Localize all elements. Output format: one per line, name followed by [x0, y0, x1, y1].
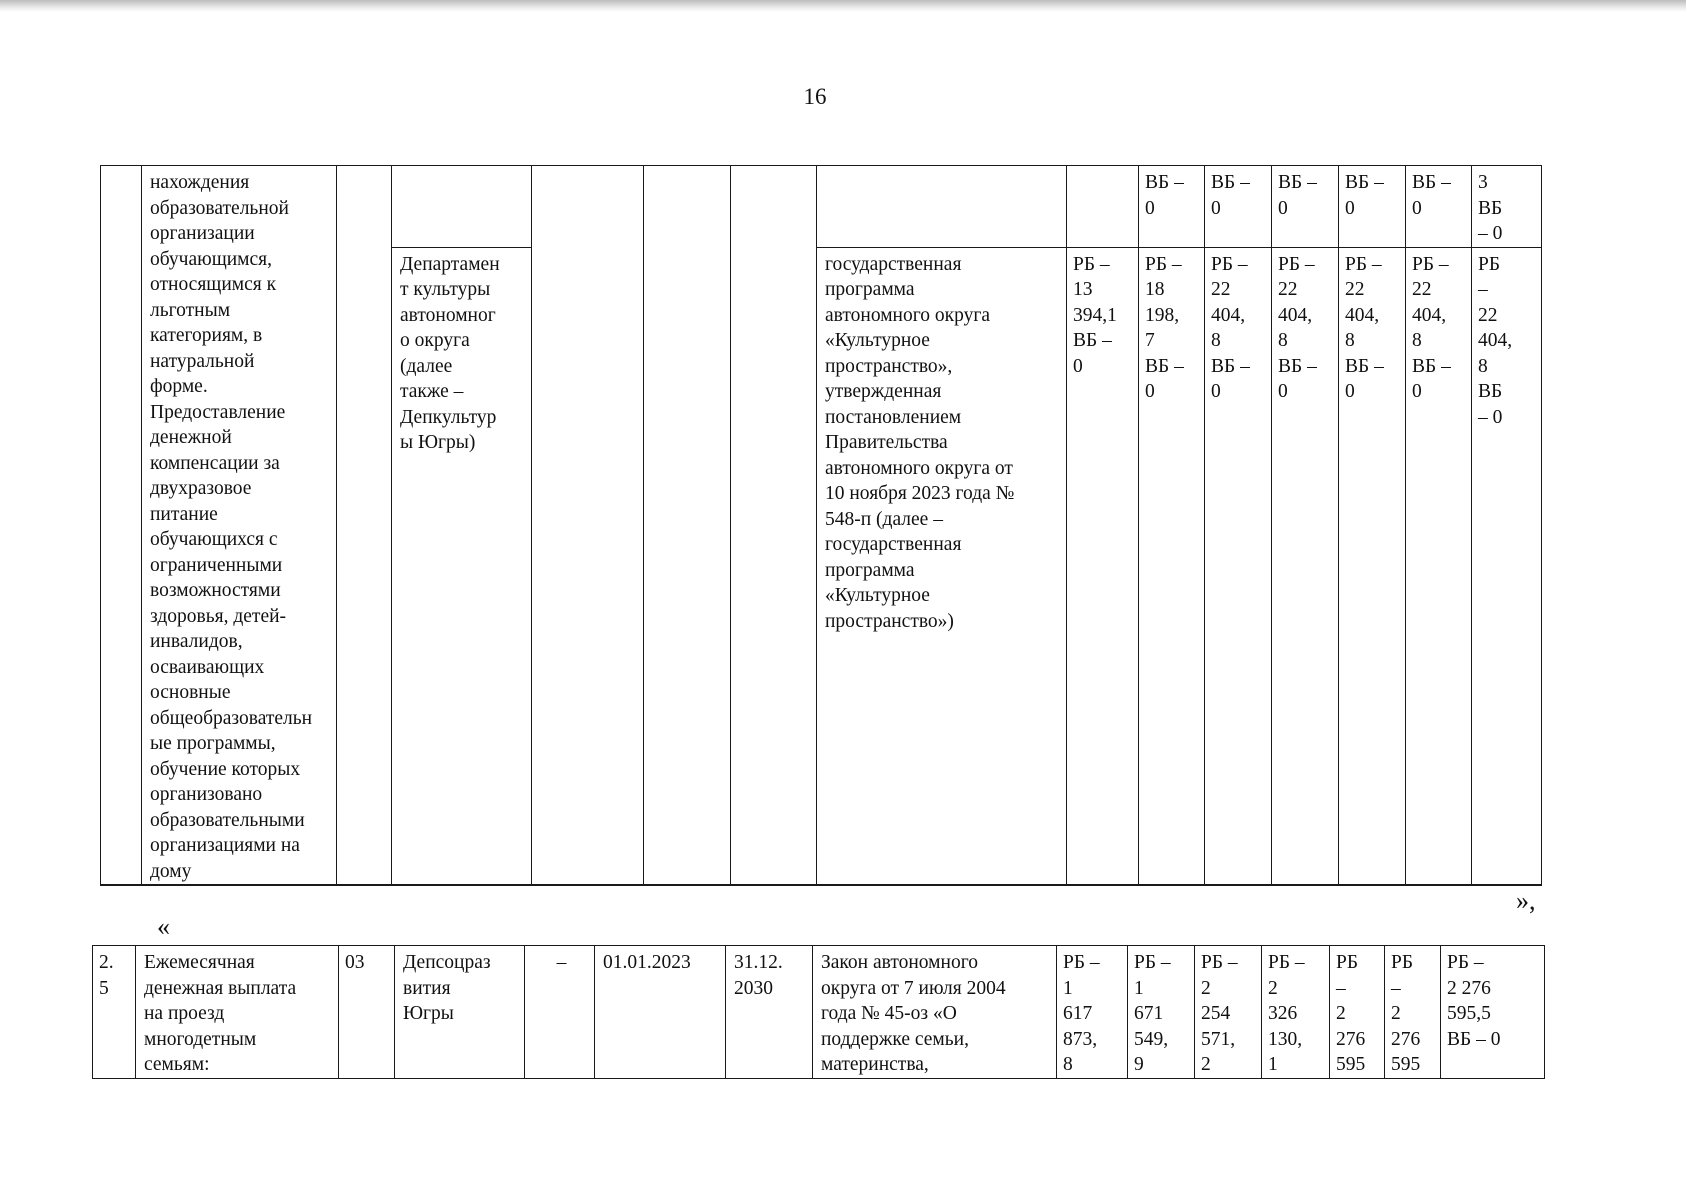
law-cell: [813, 946, 1057, 1079]
law-text: Закон автономного округа от 7 июля 2004 года № 45-оз «О поддержке семьи, материнства,: [821, 952, 1006, 1075]
code-cell: [337, 166, 392, 886]
fin-cell: [1272, 166, 1339, 248]
end-date-cell: [726, 946, 813, 1079]
fin-total-cell-a: [1067, 166, 1139, 248]
program-table-continuation: [100, 165, 1542, 886]
fin-cell: [1406, 247, 1472, 885]
measure-name-cell: [142, 166, 337, 886]
fin-cell: [1262, 946, 1330, 1079]
start-date-text: 01.01.2023: [603, 952, 691, 973]
measure-name-text: Ежемесячная денежная выплата на проезд многодетным семьям:: [144, 952, 297, 1075]
fin-value: 3 ВБ – 0: [1478, 172, 1503, 244]
executor-cell-a: [392, 166, 532, 248]
program-cell: [817, 247, 1067, 885]
start-date-cell: [595, 946, 726, 1079]
closing-quote: »,: [1516, 886, 1536, 915]
fin-cell: [1472, 247, 1542, 885]
fin-value: РБ – 22 404, 8 ВБ – 0: [1412, 253, 1451, 403]
fin-value: РБ – 1 617 873, 8: [1063, 952, 1100, 1075]
co-executor-cell: [525, 946, 595, 1079]
measure-name-text: нахождения образовательной организации обучающимся, относящимся к льготным категориям, в натуральной форме. Предоставление денежной компенсации за двухразовое питание обучающихся с ограниченными возможностями здоровья, детей- инвалидов, осваивающих основные общеобразовательн ые программы, обучение которых организовано образовательными организациями на дому: [150, 172, 313, 882]
fin-cell: [1139, 166, 1205, 248]
fin-cell: [1406, 166, 1472, 248]
executor-cell: [392, 247, 532, 885]
executor-text: Департамен т культуры автономног о округа (далее также – Депкультур ы Югры): [400, 253, 500, 454]
fin-value: РБ – 2 276 595: [1391, 952, 1421, 1075]
fin-cell: [1205, 247, 1272, 885]
end-date-text: 31.12. 2030: [734, 952, 783, 999]
program-text: государственная программа автономного округа «Культурное пространство», утвержденная постановлением Правительства автономного округа от 10 ноября 2023 года № 548-п (далее – государственная программа «Культурное пространство»): [825, 253, 1015, 632]
fin-value: РБ – 2 276 595: [1336, 952, 1366, 1075]
fin-value: РБ – 22 404, 8 ВБ – 0: [1345, 253, 1384, 403]
fin-value: ВБ – 0: [1211, 172, 1250, 219]
fin-value: РБ – 1 671 549, 9: [1134, 952, 1171, 1075]
fin-value: ВБ – 0: [1345, 172, 1384, 219]
row-number-cell: [93, 946, 136, 1079]
fin-value: ВБ – 0: [1278, 172, 1317, 219]
fin-value: РБ – 22 404, 8 ВБ – 0: [1278, 253, 1317, 403]
number-cell: [101, 166, 142, 886]
fin-value: ВБ – 0: [1412, 172, 1451, 219]
opening-quote: «: [157, 912, 170, 941]
row-number: 2. 5: [99, 952, 114, 999]
fin-cell: [1472, 166, 1542, 248]
executor-text: Депсоцраз вития Югры: [403, 952, 491, 1024]
fin-cell: [1385, 946, 1441, 1079]
program-table-new-row: [92, 945, 1545, 1079]
fin-cell: [1205, 166, 1272, 248]
executor-cell: [395, 946, 525, 1079]
fin-value: РБ – 22 404, 8 ВБ – 0: [1211, 253, 1250, 403]
fin-cell: [1272, 247, 1339, 885]
end-date-cell: [731, 166, 817, 886]
program-cell-a: [817, 166, 1067, 248]
fin-cell: [1128, 946, 1195, 1079]
page-number: 16: [803, 84, 827, 109]
fin-total-cell: [1067, 247, 1139, 885]
start-date-cell: [644, 166, 731, 886]
fin-value: РБ – 2 254 571, 2: [1201, 952, 1238, 1075]
co-executor-text: –: [556, 952, 567, 973]
scan-edge: [0, 0, 1686, 12]
fin-value: РБ – 18 198, 7 ВБ – 0: [1145, 253, 1184, 403]
fin-value: РБ – 22 404, 8 ВБ – 0: [1478, 253, 1513, 428]
fin-cell: [1339, 247, 1406, 885]
fin-cell: [1057, 946, 1128, 1079]
measure-name-cell: [136, 946, 339, 1079]
code-text: 03: [345, 952, 365, 973]
code-cell: [339, 946, 395, 1079]
fin-value: РБ – 2 326 130, 1: [1268, 952, 1305, 1075]
co-executor-cell: [532, 166, 644, 886]
fin-cell: [1441, 946, 1545, 1079]
fin-cell: [1339, 166, 1406, 248]
fin-value: РБ – 2 276 595,5 ВБ – 0: [1447, 952, 1501, 1050]
fin-value: ВБ – 0: [1145, 172, 1184, 219]
fin-total-value: РБ – 13 394,1 ВБ – 0: [1073, 253, 1117, 377]
fin-cell: [1195, 946, 1262, 1079]
fin-cell: [1139, 247, 1205, 885]
fin-cell: [1330, 946, 1385, 1079]
